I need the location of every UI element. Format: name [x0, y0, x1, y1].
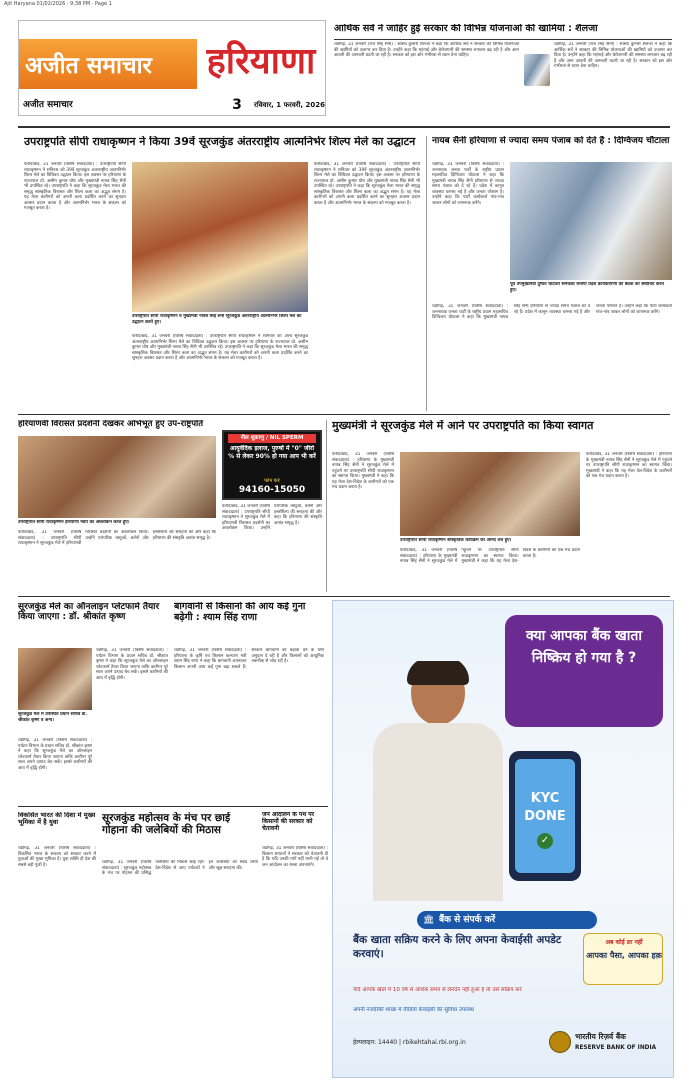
bottom-left-story — [18, 812, 96, 1080]
divider — [18, 596, 670, 597]
cm-caption: उपराष्ट्रपति सीपी राधाकृष्णन सांस्कृतिक कार्यक्रम का आनंद लेते हुए। — [400, 538, 512, 543]
kyc-label-2: DONE — [524, 809, 566, 824]
person-figure — [363, 661, 513, 901]
phone-device — [509, 751, 581, 881]
masthead-brand-right: हरियाणा — [197, 27, 325, 97]
heritage-body-side: फरीदाबाद, 31 जनवरी (विशेष संवाददाता) : उपराष्ट्रपति सीपी राधाकृष्णन ने सूरजकुंड मेले में हरियाणवी विरासत प्रदर्शनी का अवलोकन किया। उन्होंने पारंपरिक वस्तुओं, बर्तनों और हस्तशिल्प की सराहना की और कहा कि हरियाणा की संस्कृति अत्यंत समृद्ध है। — [222, 504, 322, 531]
ad-helpline[interactable]: हेल्पलाइन: 14440 | rbikehtahai.rbi.org.in — [353, 1039, 466, 1046]
rbi-name-english: RESERVE BANK OF INDIA — [575, 1045, 657, 1051]
top-story-photo — [524, 54, 550, 86]
column-rule — [426, 136, 427, 411]
cm-photo — [400, 452, 580, 536]
lead-caption: उपराष्ट्रपति सीपी राधाकृष्णन व मुख्यमंत्री नायब सिंह सैनी सूरजकुंड अंतरराष्ट्रीय आत्मनिर्भर शिल्प मेले का उद्घाटन करते हुए। — [132, 314, 302, 325]
masthead-sub-left: अजीत समाचार — [23, 100, 73, 110]
ad-cta: बैंक खाता सक्रिय करने के लिए अपना केवाईसी अपडेट करवाएं। — [353, 934, 562, 960]
ad-top-text: नील शुक्राणु / NIL SPERM — [228, 434, 316, 443]
heritage-body: फरीदाबाद, 31 जनवरी (विशेष संवाददाता) : उपराष्ट्रपति सीपी राधाकृष्णन ने सूरजकुंड मेले में हरियाणवी विरासत प्रदर्शनी का अवलोकन किया। उन्होंने पारंपरिक वस्तुओं, बर्तनों और हस्तशिल्प की सराहना की और कहा कि हरियाणा की संस्कृति अत्यंत समृद्ध है। — [18, 530, 216, 546]
online-headline: सूरजकुंड मेले का ऑनलाइन प्लेटफार्म तैयार किया जाएगा : डॉ. श्रीकांत कृष्ण — [18, 602, 160, 623]
online-body-right: चंडीगढ़, 31 जनवरी (विशेष संवाददाता) : पर्यटन विभाग के प्रधान सचिव डॉ. श्रीकांत कृष्ण ने कहा कि सूरजकुंड मेले का ऑनलाइन प्लेटफार्म तैयार किया जाएगा ताकि कारीगर पूरे साल अपने उत्पाद बेच सकें। इससे कारीगरों की आय में वृद्धि होगी। — [96, 648, 168, 681]
gohana-headline: सूरजकुंड महोत्सव के मंच पर छाई गोहाना की जलेबियों की मिठास — [102, 812, 231, 837]
heritage-headline: हरियाणवी विरासत प्रदर्शनी देखकर अभिभूत हुए उप-राष्ट्रपति — [18, 420, 204, 429]
divider — [18, 414, 670, 415]
ad-bullet-2: अपनी नजदीकी शाखा में वीडियो केवाईसी की सुविधा उपलब्ध — [353, 1007, 474, 1013]
bottom-left-body: चंडीगढ़, 31 जनवरी (विशेष संवाददाता) : विकसित भारत के संकल्प को साकार करने में युवाओं की मुख्य भूमिका है। युवा शक्ति ही देश की सबसे बड़ी पूंजी है। — [18, 846, 96, 868]
contact-pill — [417, 911, 597, 929]
top-story-body-cont: चंडीगढ़, 31 जनवरी (राज सिंह सैनी) : सांसद कुमारी शैलजा ने कहा कि आर्थिक सर्वे ने सरकार की विभिन्न योजनाओं की खामियों को उजागर कर दिया है। उन्होंने कहा कि महंगाई और बेरोजगारी की समस्या लगातार बढ़ रही है और आम आदमी की आमदनी घटती जा रही है। सरकार को इस ओर गंभीरता से ध्यान देना चाहिए। — [554, 42, 672, 69]
column-rule — [326, 420, 327, 592]
print-slug: Ajit Haryana 01/02/2026 · 9:38 PM · Page 1 — [4, 1, 112, 7]
rbi-logo — [549, 1031, 571, 1053]
divider — [18, 806, 328, 807]
ad-badge — [583, 933, 663, 985]
cm-body-mid: फरीदाबाद, 31 जनवरी (विशेष संवाददाता) : हरियाणा के मुख्यमंत्री नायब सिंह सैनी ने सूरजकुंड मेले में पहुंचने पर उपराष्ट्रपति सीपी राधाकृष्णन का स्वागत किया। मुख्यमंत्री ने कहा कि यह मेला देश-विदेश के कारीगरों को एक मंच प्रदान करता है। — [400, 548, 580, 564]
divider — [18, 126, 670, 128]
cm-headline: मुख्यमंत्री ने सूरजकुंड मेले में आने पर उपराष्ट्रपति का किया स्वागत — [332, 420, 594, 432]
online-body: चंडीगढ़, 31 जनवरी (विशेष संवाददाता) : पर्यटन विभाग के प्रधान सचिव डॉ. श्रीकांत कृष्ण ने कहा कि सूरजकुंड मेले का ऑनलाइन प्लेटफार्म तैयार किया जाएगा ताकि कारीगर पूरे साल अपने उत्पाद बेच सकें। इससे कारीगरों की आय में वृद्धि होगी। — [18, 738, 92, 771]
ad-phone[interactable]: 94160-15050 — [238, 485, 306, 495]
masthead — [18, 20, 326, 116]
ad-badge-top: अब कोई डर नहीं — [605, 939, 643, 946]
online-photo — [18, 648, 92, 710]
bottom-right-headline: जन आंदोलन के पथ पर किसानों की सरकार को चेतावनी — [262, 812, 315, 832]
bank-icon: 🏛 — [423, 915, 435, 925]
cm-body: फरीदाबाद, 31 जनवरी (विशेष संवाददाता) : हरियाणा के मुख्यमंत्री नायब सिंह सैनी ने सूरजकुंड मेले में पहुंचने पर उपराष्ट्रपति सीपी राधाकृष्णन का स्वागत किया। मुख्यमंत्री ने कहा कि यह मेला देश-विदेश के कारीगरों को एक मंच प्रदान करता है। — [332, 452, 394, 490]
online-caption: सूरजकुंड मेले में उपस्थित प्रधान सचिव डॉ. श्रीकांत कृष्ण व अन्य। — [18, 712, 88, 723]
top-story-headline: आर्थिक सर्वे ने जाहिर हुई सरकार की विभिन्न योजनाओं की खामियां : शैलजा — [334, 24, 598, 34]
right-story-body: चंडीगढ़, 31 जनवरी (विशेष संवाददाता) : जननायक जनता पार्टी के राष्ट्रीय प्रधान महासचिव दिग्विजय चौटाला ने कहा कि मुख्यमंत्री नायब सिंह सैनी हरियाणा से ज्यादा समय पंजाब को दे रहे हैं। प्रदेश में कानून व्यवस्था चरमरा गई है और जनता परेशान है। उन्होंने कहा कि पार्टी कार्यकर्ता गांव-गांव जाकर लोगों को जागरूक करेंगे। — [432, 162, 504, 206]
bottom-right-story — [262, 812, 328, 1080]
garden-story — [174, 602, 324, 802]
check-icon: ✓ — [537, 833, 553, 849]
bottom-left-headline: विकसित भारत की दिशा में मुख्य भूमिका में है युवा — [18, 812, 96, 827]
gohana-body: चंडीगढ़, 31 जनवरी (विशेष संवाददाता) : सूरजकुंड महोत्सव के मंच पर गोहाना की प्रसिद्ध जलेबियों की मिठास छाई रही। देश-विदेश से आए पर्यटकों ने इन जलेबियों का स्वाद लिया और खूब सराहना की। — [102, 860, 258, 876]
gohana-story — [102, 812, 258, 1080]
ad-phone-label: फोन करें — [264, 478, 280, 484]
lead-headline: उपराष्ट्रपति सीपी राधाकृष्णन ने किया 39वें सूरजकुंड अंतरराष्ट्रीय आत्मनिर्भर शिल्प मेले का उद्घाटन — [24, 136, 416, 148]
ad-question: क्या आपका बैंक खाता निष्क्रिय हो गया है ? — [526, 628, 642, 666]
page-number: 3 — [232, 97, 242, 113]
lead-body: फरीदाबाद, 31 जनवरी (विशेष संवाददाता) : उपराष्ट्रपति सीपी राधाकृष्णन ने शनिवार को 39वें सूरजकुंड अंतरराष्ट्रीय आत्मनिर्भर शिल्प मेले का विधिवत उद्घाटन किया। इस अवसर पर हरियाणा के राज्यपाल प्रो. असीम कुमार घोष और मुख्यमंत्री नायब सिंह सैनी भी उपस्थित रहे। उपराष्ट्रपति ने कहा कि सूरजकुंड मेला भारत की समृद्ध सांस्कृतिक विरासत और शिल्प कला का अद्भुत संगम है। यह मेला कारीगरों को अपनी कला प्रदर्शित करने का सुनहरा अवसर प्रदान करता है और आत्मनिर्भर भारत के संकल्प को मजबूत करता है। — [24, 162, 126, 211]
cm-body-right: फरीदाबाद, 31 जनवरी (विशेष संवाददाता) : हरियाणा के मुख्यमंत्री नायब सिंह सैनी ने सूरजकुंड मेले में पहुंचने पर उपराष्ट्रपति सीपी राधाकृष्णन का स्वागत किया। मुख्यमंत्री ने कहा कि यह मेला देश-विदेश के कारीगरों को एक मंच प्रदान करता है। — [586, 452, 672, 479]
classified-ad — [222, 430, 322, 500]
contact-pill-label: बैंक से संपर्क करें — [439, 915, 496, 925]
garden-headline: बागवानी से किसानों की आय कई गुना बढ़ेगी : श्याम सिंह राणा — [174, 602, 306, 623]
rbi-name-hindi: भारतीय रिज़र्व बैंक — [575, 1032, 626, 1041]
masthead-brand-left: अजीत समाचार — [25, 53, 152, 79]
ad-badge-text: आपका पैसा, आपका हक़ — [586, 951, 662, 960]
heritage-story — [18, 420, 218, 592]
divider — [334, 39, 672, 40]
top-story-body: चंडीगढ़, 31 जनवरी (राज सिंह सैनी) : सांसद कुमारी शैलजा ने कहा कि आर्थिक सर्वे ने सरकार की विभिन्न योजनाओं की खामियों को उजागर कर दिया है। उन्होंने कहा कि महंगाई और बेरोजगारी की समस्या लगातार बढ़ रही है और आम आदमी की आमदनी घटती जा रही है। सरकार को इस ओर गंभीरता से ध्यान देना चाहिए। — [334, 42, 519, 58]
edition-date: रविवार, 1 फरवरी, 2026 — [254, 101, 325, 109]
lead-photo — [132, 162, 308, 312]
ad-bullet-1: यदि आपके खाते में 10 वर्ष से अधिक समय से लेनदेन नहीं हुआ है तो उसे सक्रिय करें — [353, 987, 522, 993]
lead-body-right: फरीदाबाद, 31 जनवरी (विशेष संवाददाता) : उपराष्ट्रपति सीपी राधाकृष्णन ने शनिवार को 39वें सूरजकुंड अंतरराष्ट्रीय आत्मनिर्भर शिल्प मेले का विधिवत उद्घाटन किया। इस अवसर पर हरियाणा के राज्यपाल प्रो. असीम कुमार घोष और मुख्यमंत्री नायब सिंह सैनी भी उपस्थित रहे। उपराष्ट्रपति ने कहा कि सूरजकुंड मेला भारत की समृद्ध सांस्कृतिक विरासत और शिल्प कला का अद्भुत संगम है। यह मेला कारीगरों को अपनी कला प्रदर्शित करने का सुनहरा अवसर प्रदान करता है और आत्मनिर्भर भारत के संकल्प को मजबूत करता है। — [314, 162, 420, 206]
right-story — [432, 136, 672, 411]
garden-body: चंडीगढ़, 31 जनवरी (विशेष संवाददाता) : हरियाणा के कृषि एवं किसान कल्याण मंत्री श्याम सिंह राणा ने कहा कि बागवानी अपनाकर किसान अपनी आय कई गुना बढ़ा सकते हैं। सरकार बागवानी को बढ़ावा देने के लिए अनुदान दे रही है और किसानों को आधुनिक तकनीक से जोड़ रही है। — [174, 648, 324, 670]
right-story-caption: पूर्व उपमुख्यमंत्री दुष्यंत चौटाला समर्थकों जेजेपी प्रदेश कार्यकारिणी की बैठक को संबोधित करते हुए। — [510, 282, 664, 293]
rbi-ad — [332, 600, 674, 1078]
lead-body-mid: फरीदाबाद, 31 जनवरी (विशेष संवाददाता) : उपराष्ट्रपति सीपी राधाकृष्णन ने शनिवार को 39वें सूरजकुंड अंतरराष्ट्रीय आत्मनिर्भर शिल्प मेले का विधिवत उद्घाटन किया। इस अवसर पर हरियाणा के राज्यपाल प्रो. असीम कुमार घोष और मुख्यमंत्री नायब सिंह सैनी भी उपस्थित रहे। उपराष्ट्रपति ने कहा कि सूरजकुंड मेला भारत की समृद्ध सांस्कृतिक विरासत और शिल्प कला का अद्भुत संगम है। यह मेला कारीगरों को अपनी कला प्रदर्शित करने का सुनहरा अवसर प्रदान करता है और आत्मनिर्भर भारत के संकल्प को मजबूत करता है। — [132, 334, 308, 361]
right-story-headline: नायब सैनी हरियाणा से ज्यादा समय पंजाब को देते हैं : दिग्विजय चौटाला — [432, 136, 670, 146]
lead-story — [18, 136, 422, 411]
bottom-right-body: चंडीगढ़, 31 जनवरी (विशेष संवाददाता) : किसान संगठनों ने सरकार को चेतावनी दी है कि यदि उनकी मांगें नहीं मानी गईं तो वे जन आंदोलन का रास्ता अपनाएंगे। — [262, 846, 328, 868]
top-story — [334, 24, 672, 120]
ad-middle-text: आयुर्वेदिक इलाज, पुरुषों में "0" जीरो % से लेकर 90% हो गया आप भी करें — [228, 445, 316, 460]
online-story — [18, 602, 168, 802]
kyc-label-1: KYC — [530, 791, 560, 806]
heritage-caption: उपराष्ट्रपति सीपी राधाकृष्णन हरियाणा मंडप का अवलोकन करते हुए। — [18, 520, 130, 525]
right-story-body-cont: चंडीगढ़, 31 जनवरी (विशेष संवाददाता) : जननायक जनता पार्टी के राष्ट्रीय प्रधान महासचिव दिग्विजय चौटाला ने कहा कि मुख्यमंत्री नायब सिंह सैनी हरियाणा से ज्यादा समय पंजाब को दे रहे हैं। प्रदेश में कानून व्यवस्था चरमरा गई है और जनता परेशान है। उन्होंने कहा कि पार्टी कार्यकर्ता गांव-गांव जाकर लोगों को जागरूक करेंगे। — [432, 304, 672, 320]
right-story-photo — [510, 162, 672, 280]
heritage-photo — [18, 436, 216, 518]
cm-story — [332, 420, 672, 592]
